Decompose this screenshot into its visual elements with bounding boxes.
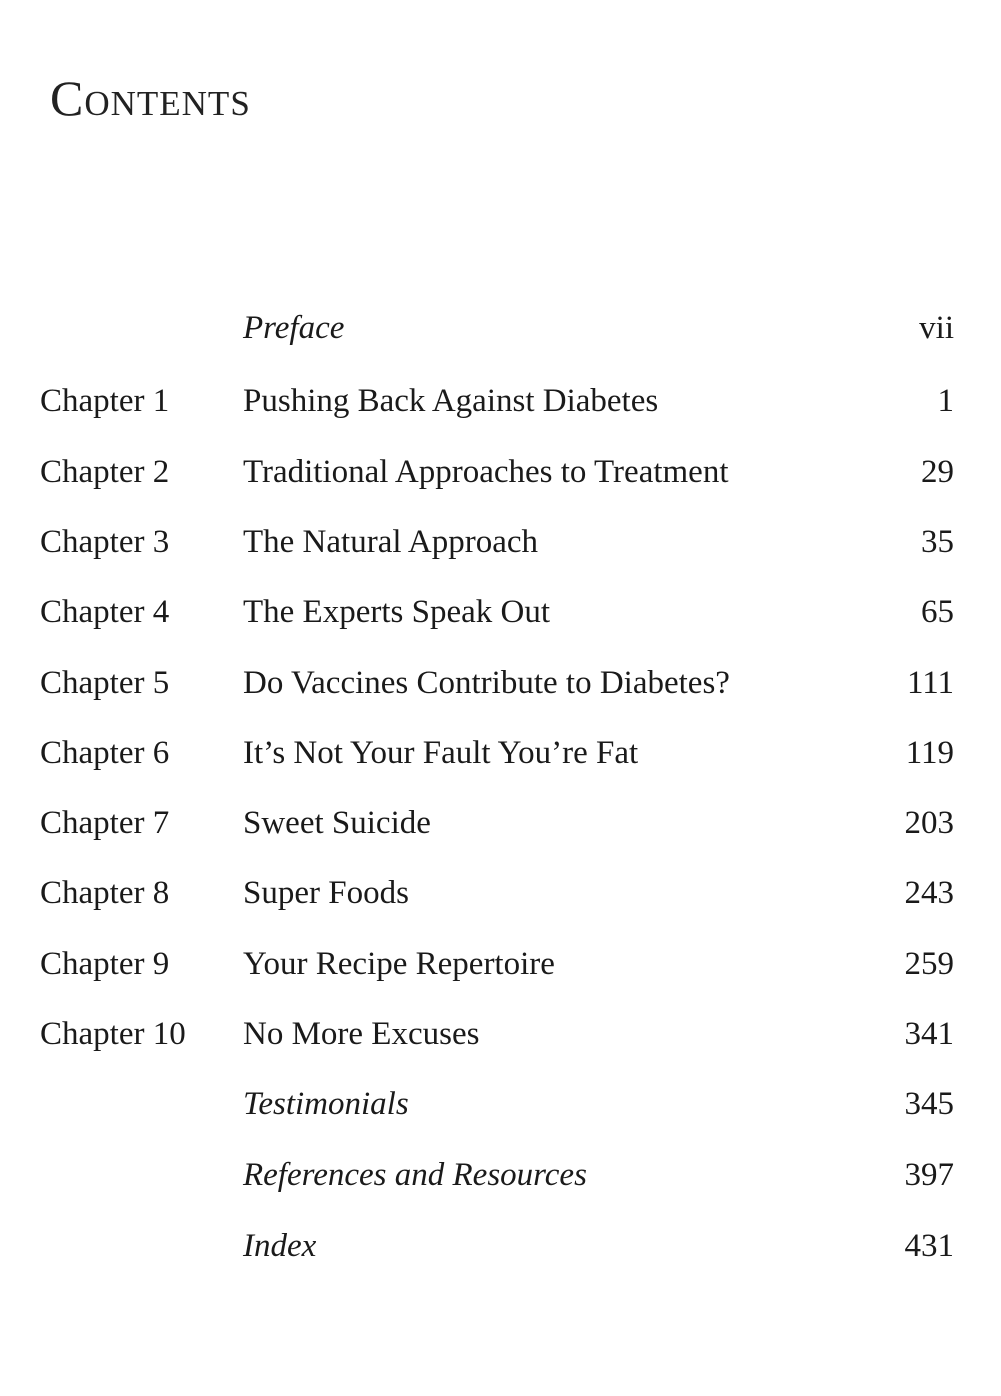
chapter-label: Chapter 8: [40, 875, 170, 911]
chapter-label: Chapter 1: [40, 383, 170, 419]
toc-entry-testimonials[interactable]: [0, 1079, 1001, 1129]
toc-entry-chapter-7[interactable]: [0, 798, 1001, 848]
page-number: 65: [921, 594, 954, 630]
page-number: 341: [904, 1016, 954, 1052]
page-title: Contents: [50, 70, 251, 126]
toc-entry-preface[interactable]: [0, 303, 1001, 353]
entry-title: Preface: [243, 310, 345, 346]
page-number: 29: [921, 454, 954, 490]
chapter-label: Chapter 10: [40, 1016, 186, 1052]
chapter-label: Chapter 4: [40, 594, 170, 630]
page-number: 203: [904, 805, 954, 841]
chapter-label: Chapter 9: [40, 946, 170, 982]
chapter-label: Chapter 2: [40, 454, 170, 490]
toc-entry-references[interactable]: [0, 1150, 1001, 1200]
page-number: 35: [921, 524, 954, 560]
toc-entry-chapter-2[interactable]: [0, 447, 1001, 497]
chapter-label: Chapter 6: [40, 735, 170, 771]
page-number: 397: [904, 1157, 954, 1193]
entry-title: The Experts Speak Out: [243, 594, 551, 630]
toc-entry-chapter-10[interactable]: [0, 1009, 1001, 1059]
toc-entry-chapter-4[interactable]: [0, 587, 1001, 637]
entry-title: Traditional Approaches to Treatment: [243, 454, 729, 490]
entry-title: The Natural Approach: [243, 524, 539, 560]
page-number: 1: [937, 383, 954, 419]
entry-title: Do Vaccines Contribute to Diabetes?: [243, 665, 730, 701]
entry-title: Sweet Suicide: [243, 805, 431, 841]
page-number: 345: [904, 1086, 954, 1122]
page-number: vii: [919, 310, 954, 346]
entry-title: It’s Not Your Fault You’re Fat: [243, 735, 639, 771]
entry-title: Testimonials: [243, 1086, 409, 1122]
chapter-label: Chapter 5: [40, 665, 170, 701]
chapter-label: Chapter 7: [40, 805, 170, 841]
entry-title: Your Recipe Repertoire: [243, 946, 555, 982]
toc-entry-chapter-3[interactable]: [0, 517, 1001, 567]
toc-entry-chapter-5[interactable]: [0, 658, 1001, 708]
entry-title: Index: [243, 1228, 317, 1264]
toc-entry-chapter-1[interactable]: [0, 376, 1001, 426]
chapter-label: Chapter 3: [40, 524, 170, 560]
entry-title: References and Resources: [243, 1157, 587, 1193]
entry-title: No More Excuses: [243, 1016, 480, 1052]
toc-entry-chapter-6[interactable]: [0, 728, 1001, 778]
page-number: 431: [904, 1228, 954, 1264]
entry-title: Super Foods: [243, 875, 409, 911]
page-number: 259: [904, 946, 954, 982]
toc-entry-index[interactable]: [0, 1221, 1001, 1271]
page-number: 111: [906, 665, 954, 701]
entry-title: Pushing Back Against Diabetes: [243, 383, 659, 419]
page-number: 243: [904, 875, 954, 911]
toc-entry-chapter-9[interactable]: [0, 939, 1001, 989]
page-number: 119: [905, 735, 954, 771]
toc-entry-chapter-8[interactable]: [0, 868, 1001, 918]
